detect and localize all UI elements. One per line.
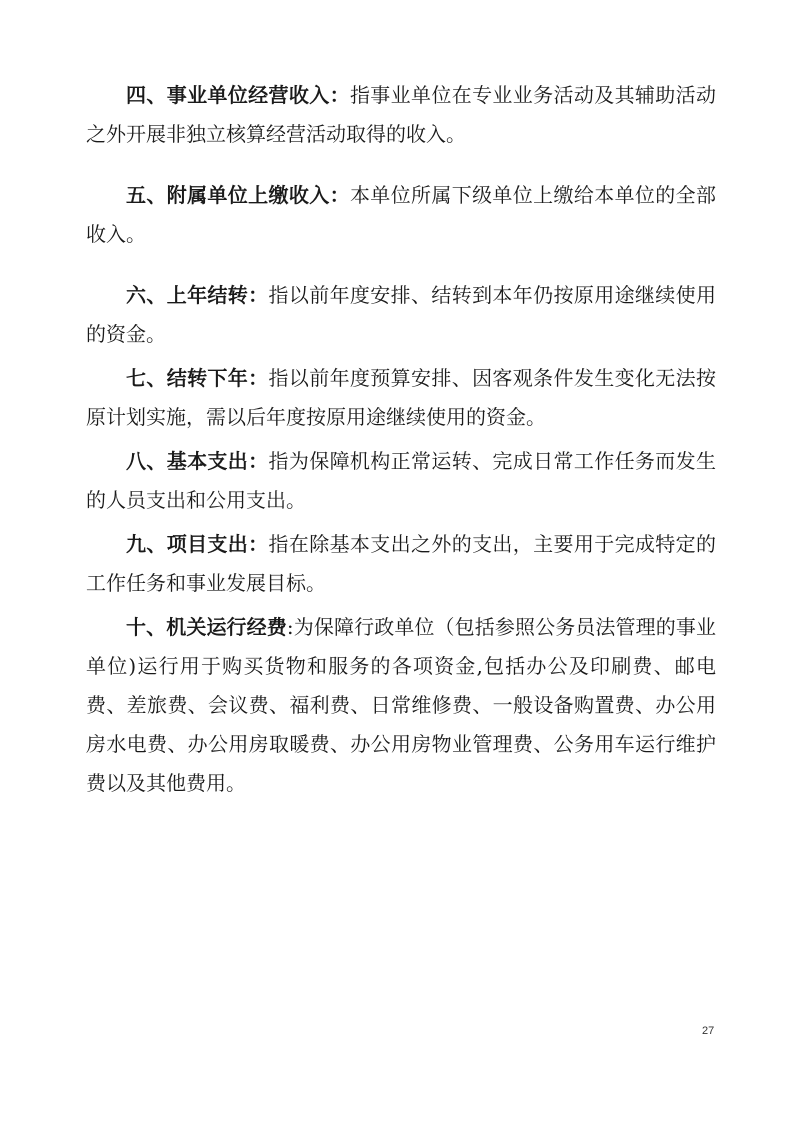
paragraph-operating-expenses bbox=[86, 608, 716, 803]
paragraph-prior-carryover bbox=[86, 276, 716, 354]
term-label: 九、项目支出： bbox=[126, 532, 269, 556]
paragraph-affiliated-income bbox=[86, 176, 716, 254]
term-label: 五、附属单位上缴收入： bbox=[126, 183, 350, 207]
term-definition: 指以前年度预算安排、因客观条件发生变化无法按原计划实施，需以后年度按原用途继续使用的资金。 bbox=[86, 366, 716, 429]
paragraph-project-expenditure bbox=[86, 525, 716, 603]
term-label: 十、机关运行经费 bbox=[126, 615, 287, 639]
paragraph-basic-expenditure bbox=[86, 442, 716, 520]
term-label: 四、事业单位经营收入： bbox=[126, 83, 350, 107]
paragraph-next-carryover bbox=[86, 359, 716, 437]
paragraph-business-income bbox=[86, 76, 716, 154]
term-definition: :为保障行政单位（包括参照公务员法管理的事业单位)运行用于购买货物和服务的各项资金,包括办公及印刷费、邮电费、差旅费、会议费、福利费、日常维修费、一般设备购置费、办公用房水电费、办公用房取暖费、办公用房物业管理费、公务用车运行维护费以及其他费用。 bbox=[86, 615, 716, 795]
term-label: 八、基本支出： bbox=[126, 449, 269, 473]
document-body bbox=[86, 76, 716, 803]
term-definition: 本单位所属下级单位上缴给本单位的全部收入。 bbox=[86, 183, 717, 246]
term-label: 七、结转下年： bbox=[126, 366, 269, 390]
term-definition: 指为保障机构正常运转、完成日常工作任务而发生的人员支出和公用支出。 bbox=[86, 449, 716, 512]
page-number: 27 bbox=[702, 1025, 715, 1037]
term-definition: 指在除基本支出之外的支出，主要用于完成特定的工作任务和事业发展目标。 bbox=[86, 532, 716, 595]
term-definition: 指事业单位在专业业务活动及其辅助活动之外开展非独立核算经营活动取得的收入。 bbox=[86, 83, 717, 146]
term-definition: 指以前年度安排、结转到本年仍按原用途继续使用的资金。 bbox=[86, 283, 716, 346]
term-label: 六、上年结转： bbox=[126, 283, 269, 307]
